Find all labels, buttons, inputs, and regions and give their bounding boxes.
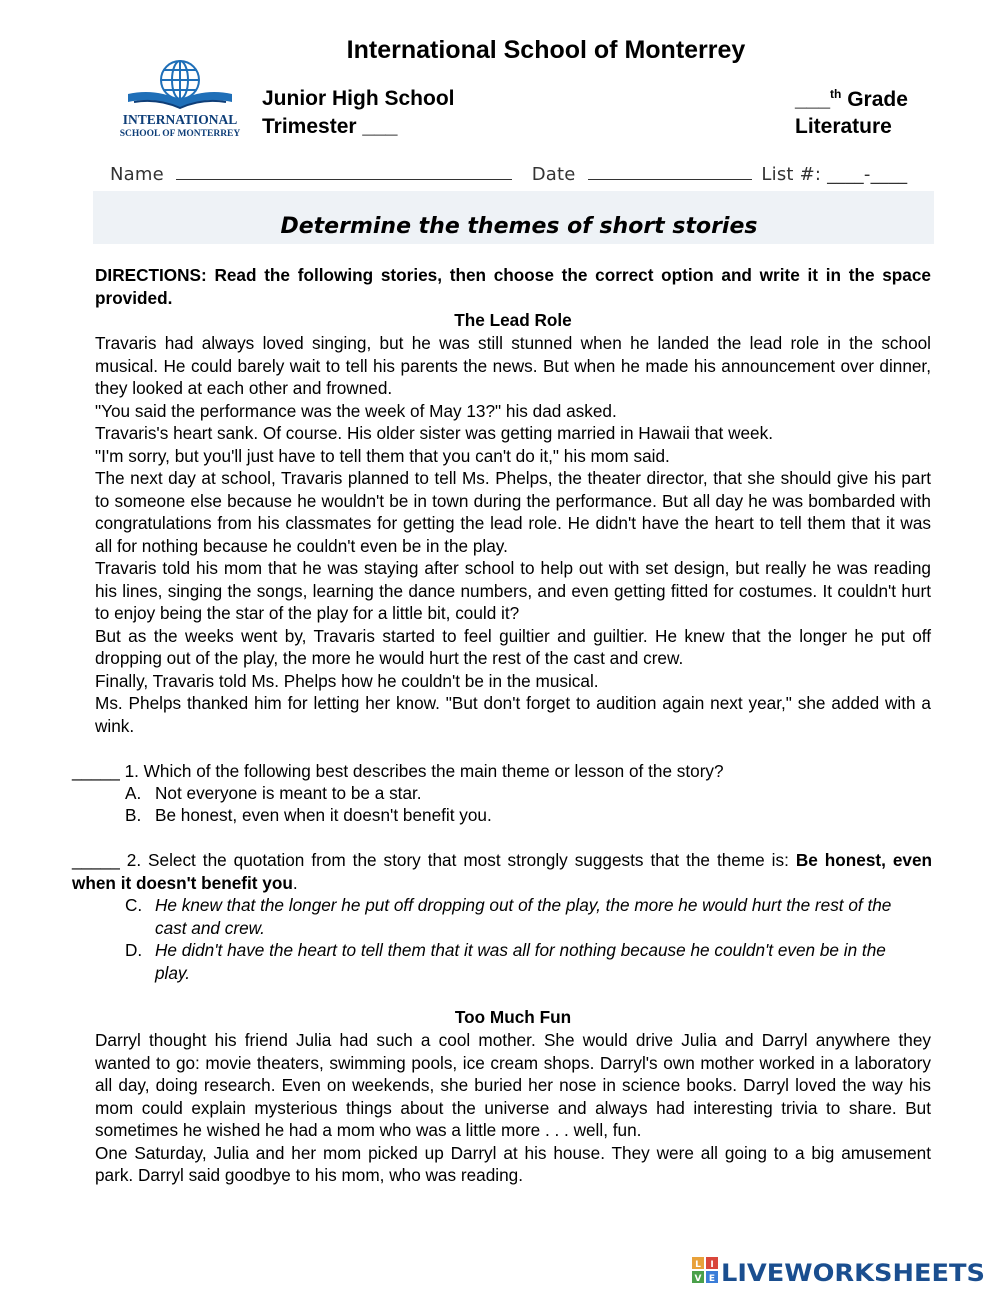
option-letter: D. <box>125 940 143 960</box>
story2-paragraph: Darryl thought his friend Julia had such a cool mother. She would drive Julia and Darryl anywhere they wanted to go: movie theaters, swimming pools, ice cream shops. Darryl's own mother worked in a laboratory all day, doing research. Even on weekends, she buried her nose in science books. Darryl loved the way his mom could explain mysterious things about the universe and always had interesting trivia to share. But sometimes he wished he had a mom who was a little more . . . well, fun. <box>95 1030 931 1140</box>
story1-paragraph: The next day at school, Travaris planned to tell Ms. Phelps, the theater director, that she should give his part to someone else because he wouldn't be in town during the performance. But all day he was bombarded with congratulations from his classmates for getting the lead role. He didn't have the heart to tell them that it was all for nothing because he couldn't even be in the play. <box>95 468 931 556</box>
badge-letter: E <box>708 1274 716 1284</box>
option-d: He didn't have the heart to tell them that it was all for nothing because he couldn't even be in the play. <box>155 940 886 983</box>
grade-blank: ___ <box>795 88 831 111</box>
name-field[interactable] <box>176 165 512 180</box>
name-label: Name <box>110 164 164 185</box>
option-b: Be honest, even when it doesn't benefit you. <box>155 805 492 825</box>
question-2-end: . <box>292 872 298 893</box>
grade-label <box>795 87 908 112</box>
division-label: Junior High School <box>262 87 455 110</box>
answer-blank-2[interactable]: _____ <box>72 850 120 870</box>
story1-paragraph: Travaris's heart sank. Of course. His older sister was getting married in Hawaii that week. <box>95 423 773 443</box>
story1-paragraph: Finally, Travaris told Ms. Phelps how he couldn't be in the musical. <box>95 670 599 691</box>
question-1-text: 1. Which of the following best describes the main theme or lesson of the story? <box>124 761 724 781</box>
story1-paragraph: Ms. Phelps thanked him for letting her know. "But don't forget to audition again next year," she added with a wink. <box>95 693 931 736</box>
option-a: Not everyone is meant to be a star. <box>155 783 422 803</box>
logo-text-line2: SCHOOL OF MONTERREY <box>119 129 241 139</box>
logo-text-line1: INTERNATIONAL <box>122 112 238 127</box>
school-logo <box>110 58 250 140</box>
watermark-text: LIVEWORKSHEETS <box>721 1259 985 1287</box>
liveworksheets-logo-icon <box>690 1253 990 1287</box>
option-letter: B. <box>125 805 142 825</box>
question-1 <box>72 760 932 783</box>
story1-paragraph: Travaris told his mom that he was staying after school to help out with set design, but really he was reading his lines, singing the songs, learning the dance numbers, and even getting fitted for costumes. It couldn't hurt to enjoy being the star of the play for a little bit, could it? <box>95 558 931 623</box>
story1-paragraph: "I'm sorry, but you'll just have to tell them that you can't do it," his mom said. <box>95 445 670 466</box>
story1-paragraph: But as the weeks went by, Travaris started to feel guiltier and guiltier. He knew that the longer he put off dropping out of the play, the more he would hurt the rest of the cast and crew. <box>95 625 931 668</box>
answer-blank-1[interactable]: _____ <box>72 761 120 781</box>
question-2 <box>72 849 932 894</box>
worksheet-title: Determine the themes of short stories <box>280 214 758 239</box>
option-letter: C. <box>125 895 143 915</box>
story1-paragraph: "You said the performance was the week of May 13?" his dad asked. <box>95 400 617 421</box>
subject-label: Literature <box>795 115 892 138</box>
badge-letter: I <box>710 1260 714 1270</box>
date-label: Date <box>531 164 576 185</box>
globe-book-icon <box>110 58 250 140</box>
story2-paragraph: One Saturday, Julia and her mom picked up Darryl at his house. They were all going to a big amusement park. Darryl said goodbye to his mom, who was reading. <box>95 1142 931 1185</box>
school-title: International School of Monterrey <box>346 36 746 64</box>
story1-title: The Lead Role <box>454 310 572 330</box>
option-c: He knew that the longer he put off dropping out of the play, the more he would hurt the rest of the cast and crew. <box>155 895 892 938</box>
directions-text: DIRECTIONS: Read the following stories, then choose the correct option and write it in the space provided. <box>95 265 931 308</box>
story1-paragraph: Travaris had always loved singing, but he was still stunned when he landed the lead role in the school musical. He could barely wait to tell his parents the news. But when he made his announcement over dinner, they looked at each other and frowned. <box>95 333 931 398</box>
story1-body <box>95 332 931 737</box>
liveworksheets-watermark <box>690 1253 990 1287</box>
question-2-theme: Be honest, even when it doesn't benefit you <box>72 850 933 893</box>
grade-suffix: th <box>830 87 842 101</box>
question-2-text: 2. Select the quotation from the story that most strongly suggests that the theme is: <box>126 850 796 870</box>
list-number-label: List #: ____-____ <box>761 164 908 185</box>
option-letter: A. <box>125 783 142 803</box>
name-date-row <box>110 164 940 185</box>
date-field[interactable] <box>588 165 752 180</box>
story2-title: Too Much Fun <box>454 1007 572 1027</box>
badge-letter: V <box>694 1274 702 1284</box>
badge-letter: L <box>695 1260 701 1270</box>
trimester-label: Trimester ___ <box>262 115 398 138</box>
grade-word: Grade <box>841 88 908 111</box>
story2-body <box>95 1029 931 1187</box>
